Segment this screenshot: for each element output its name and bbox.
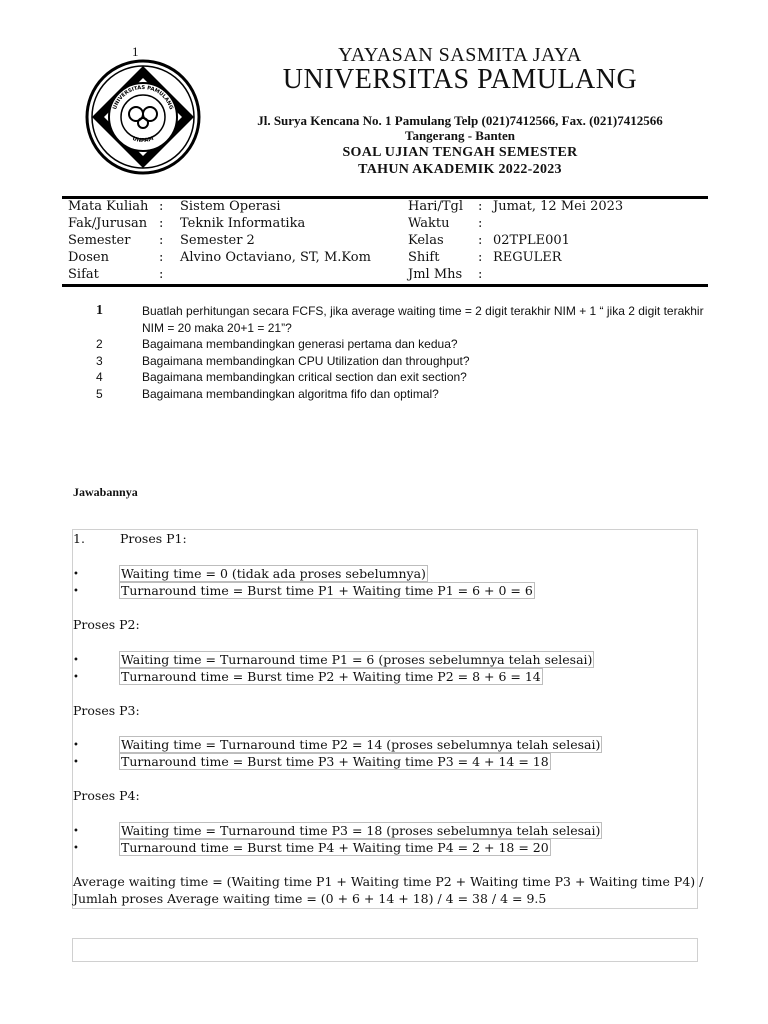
p3-turnaround-time: Turnaround time = Burst time P3 + Waiting time P3 = 4 + 14 = 18 [121, 754, 549, 769]
info-right-seps [478, 198, 482, 283]
bullet: • [73, 843, 79, 854]
info-label: Mata Kuliah [68, 199, 149, 214]
average-line-2: Jumlah proses Average waiting time = (0 + 6 + 14 + 18) / 4 = 38 / 4 = 9.5 [73, 891, 547, 906]
info-label: Jml Mhs [408, 267, 463, 282]
info-value-students [493, 266, 623, 283]
info-right-labels [408, 198, 463, 283]
info-value-nature [180, 266, 371, 283]
question-item [96, 369, 716, 386]
question-number: 3 [96, 353, 103, 368]
info-value-semester: Semester 2 [180, 233, 255, 248]
answer-box-empty [72, 938, 698, 962]
info-sep: : [478, 199, 483, 214]
process-label-p3: Proses P3: [73, 703, 140, 718]
info-left-values [180, 198, 371, 283]
question-list [96, 303, 716, 402]
bullet: • [73, 586, 79, 597]
info-left-seps [159, 198, 163, 283]
bullet: • [73, 826, 79, 837]
info-value-date: Jumat, 12 Mei 2023 [493, 199, 624, 214]
question-text: Bagaimana membandingkan critical section dan exit section? [142, 370, 467, 384]
question-text: Bagaimana membandingkan generasi pertama dan kedua? [142, 337, 458, 351]
address-line-1: Jl. Surya Kencana No. 1 Pamulang Telp (021)7412566, Fax. (021)7412566 [257, 113, 663, 128]
address-line-2: Tangerang - Banten [404, 128, 516, 143]
info-label: Kelas [408, 233, 444, 248]
question-item [96, 353, 716, 370]
seal-bottom-text: UNPAM [131, 135, 155, 145]
question-item [96, 386, 716, 403]
seal-top-text: UNIVERSITAS PAMULANG [112, 84, 174, 111]
answer-number: 1. [73, 531, 85, 546]
p4-turnaround-time: Turnaround time = Burst time P4 + Waiting time P4 = 2 + 18 = 20 [121, 840, 549, 855]
exam-title: SOAL UJIAN TENGAH SEMESTER [342, 145, 578, 160]
info-value-department: Teknik Informatika [180, 216, 306, 231]
info-sep: : [159, 199, 164, 214]
p2-waiting-time: Waiting time = Turnaround time P1 = 6 (proses sebelumnya telah selesai) [121, 652, 593, 667]
address [200, 113, 720, 143]
info-label: Waktu [408, 216, 450, 231]
bullet: • [73, 672, 79, 683]
info-sep: : [159, 267, 164, 282]
question-item [96, 336, 716, 353]
info-label: Semester [68, 233, 131, 248]
bullet: • [73, 569, 79, 580]
question-number: 5 [96, 386, 103, 401]
info-left-labels [68, 198, 148, 283]
question-number: 1 [96, 303, 103, 318]
question-number: 2 [96, 337, 103, 351]
info-label: Sifat [68, 267, 99, 282]
average-line-1: Average waiting time = (Waiting time P1 + Waiting time P2 + Waiting time P3 + Waiting time P4) / [73, 874, 704, 889]
bullet: • [73, 740, 79, 751]
university-seal-icon [84, 58, 202, 176]
header-rule-bottom [62, 284, 708, 287]
info-sep: : [478, 267, 483, 282]
p2-turnaround-time: Turnaround time = Burst time P2 + Waiting time P2 = 8 + 6 = 14 [121, 669, 541, 684]
process-label-p4: Proses P4: [73, 788, 140, 803]
p4-waiting-time: Waiting time = Turnaround time P3 = 18 (proses sebelumnya telah selesai) [121, 823, 601, 838]
info-label: Hari/Tgl [408, 199, 463, 214]
info-value-time [493, 215, 623, 232]
question-text: Buatlah perhitungan secara FCFS, jika average waiting time = 2 digit terakhir NIM + 1 “ jika 2 digit terakhir NIM = 20 maka 20+1 = 21”? [142, 304, 704, 335]
info-sep: : [159, 250, 164, 265]
info-sep: : [478, 250, 483, 265]
bullet: • [73, 655, 79, 666]
question-text: Bagaimana membandingkan algoritma fifo dan optimal? [142, 386, 439, 401]
bullet: • [73, 757, 79, 768]
info-label: Dosen [68, 250, 109, 265]
university-name: UNIVERSITAS PAMULANG [282, 64, 638, 95]
academic-year: TAHUN AKADEMIK 2022-2023 [358, 162, 562, 177]
info-label: Fak/Jurusan [68, 216, 148, 231]
p1-turnaround-time: Turnaround time = Burst time P1 + Waiting time P1 = 6 + 0 = 6 [121, 583, 533, 598]
info-sep: : [159, 233, 164, 248]
process-label-p2: Proses P2: [73, 617, 140, 632]
info-right-values [493, 198, 623, 283]
foundation-name: YAYASAN SASMITA JAYA [338, 44, 582, 66]
process-label-p1: Proses P1: [120, 531, 187, 546]
question-number: 4 [96, 370, 103, 384]
answers-title: Jawabannya [73, 485, 138, 499]
info-value-course: Sistem Operasi [180, 199, 281, 214]
p3-waiting-time: Waiting time = Turnaround time P2 = 14 (proses sebelumnya telah selesai) [121, 737, 601, 752]
page-number: 1 [132, 44, 139, 59]
info-value-shift: REGULER [493, 250, 562, 265]
p1-waiting-time: Waiting time = 0 (tidak ada proses sebelumnya) [121, 566, 426, 581]
info-sep: : [478, 216, 483, 231]
info-sep: : [159, 216, 164, 231]
info-sep: : [478, 233, 483, 248]
exam-title-block [210, 144, 710, 178]
info-value-lecturer: Alvino Octaviano, ST, M.Kom [180, 250, 371, 265]
info-value-class: 02TPLE001 [493, 233, 570, 248]
question-item [96, 303, 716, 336]
question-text: Bagaimana membandingkan CPU Utilization dan throughput? [142, 353, 470, 368]
info-label: Shift [408, 250, 440, 265]
